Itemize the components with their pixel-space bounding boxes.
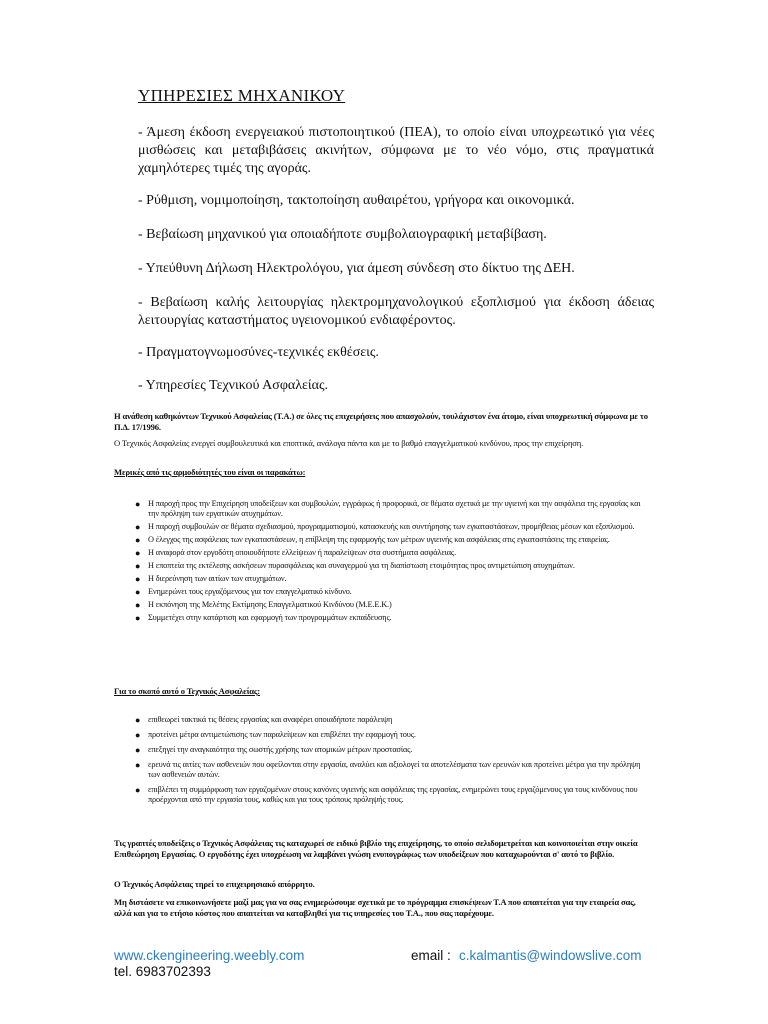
- closing-logbook: Τις γραπτές υποδείξεις ο Τεχνικός Ασφάλειας τις καταχωρεί σε ειδικό βιβλίο της επιχείρησης, το οποίο σελιδομετρείται και κοινοποιείται στην οικεία Επιθεώρηση Εργασίας. Ο εργοδότης έχει υποχρέωση να λαμβάνει γνώση ενυπογράφως των υποδείξεων που καταχωρούνται σ' αυτό το βιβλίο.: [114, 838, 638, 859]
- list-item: ● ερευνά τις αιτίες των ασθενειών που οφείλονται στην εργασία, αναλύει και αξιολογεί τα αποτελέσματα των ερευνών και προτείνει μέτρα για την πρόληψη των ασθενειών αυτών.: [135, 760, 641, 779]
- bullet-icon: ●: [135, 574, 141, 584]
- bullet-icon: ●: [135, 561, 141, 571]
- service-item-electrician-declaration: - Υπεύθυνη Δήλωση Ηλεκτρολόγου, για άμεση σύνδεση στο δίκτυο της ΔΕΗ.: [138, 261, 575, 276]
- service-item-expert-reports: - Πραγματογνωμοσύνες-τεχνικές εκθέσεις.: [138, 345, 379, 360]
- service-item-engineer-certificate: - Βεβαίωση μηχανικού για οποιαδήποτε συμβολαιογραφική μεταβίβαση.: [138, 227, 547, 242]
- list-item: ● Η παροχή προς την Επιχείρηση υποδείξεων και συμβουλών, εγγράφως ή προφορικά, σε θέματα σχετικά με την υγιεινή και την ασφάλεια της εργασίας και την πρόληψη των εργατικών ατυχημάτων.: [135, 499, 641, 518]
- bullet-icon: ●: [135, 587, 141, 597]
- bullet-icon: ●: [135, 535, 141, 545]
- purpose-list: [114, 715, 648, 805]
- list-item: ● επεξηγεί την αναγκαιότητα της σωστής χρήσης των ατομικών μέτρων προστασίας.: [135, 745, 413, 755]
- website-link[interactable]: www.ckengineering.weebly.com: [114, 948, 305, 963]
- service-item-legalization: - Ρύθμιση, νομιμοποίηση, τακτοποίηση αυθαιρέτου, γρήγορα και οικονομικά.: [138, 193, 575, 208]
- closing-confidentiality: Ο Τεχνικός Ασφάλειας τηρεί το επιχειρησιακό απόρρητο.: [114, 879, 315, 889]
- list-item: ● Η παροχή συμβουλών σε θέματα σχεδιασμού, προγραμματισμού, κατασκευής και συντήρησης των εγκαταστάσεων, προμήθειας μέσων και εξοπλισμού.: [135, 522, 635, 532]
- list-item: ● Η εποπτεία της εκτέλεσης ασκήσεων πυρασφάλειας και συναγερμού για τη διαπίστωση ετοιμότητας προς αντιμετώπιση ατυχημάτων.: [135, 561, 575, 571]
- purpose-heading: Για το σκοπό αυτό ο Τεχνικός Ασφαλείας:: [114, 686, 261, 696]
- closing-contact: Μη διστάσετε να επικοινωνήσετε μαζί μας για να σας ενημερώσουμε σχετικά με το πρόγραμμα επισκέψεων Τ.Α που απαιτείται για την εταιρεία σας, αλλά και για το ετήσιο κόστος που απαιτείται να καταβληθεί για τις υπηρεσίες του Τ.Α., που σας παρέχουμε.: [114, 897, 636, 918]
- bullet-icon: ●: [135, 745, 141, 755]
- service-item-safety-services: - Υπηρεσίες Τεχνικού Ασφαλείας.: [138, 378, 329, 393]
- safety-role: Ο Τεχνικός Ασφαλείας ενεργεί συμβουλευτικά και εποπτικά, ανάλογα πάντα και με το βαθμό επαγγελματικού κινδύνου, προς την επιχείρηση.: [114, 438, 584, 448]
- bullet-icon: ●: [135, 548, 141, 558]
- duties-heading: Μερικές από τις αρμοδιότητές του είναι οι παρακάτω:: [114, 467, 306, 477]
- email-link[interactable]: c.kalmantis@windowslive.com: [459, 948, 642, 963]
- safety-intro: Η ανάθεση καθηκόντων Τεχνικού Ασφαλείας (Τ.Α.) σε όλες τις επιχειρήσεις που απασχολούν, τουλάχιστον ένα άτομο, είναι υποχρεωτική σύμφωνα με το Π.Δ. 17/1996.: [114, 411, 648, 432]
- bullet-icon: ●: [135, 730, 141, 740]
- service-item-equipment-certificate: - Βεβαίωση καλής λειτουργίας ηλεκτρομηχανολογικού εξοπλισμού για έκδοση άδειας λειτουργίας καταστήματος υγειονομικού ενδιαφέροντος.: [138, 295, 654, 328]
- list-item: ● Η διερεύνηση των αιτίων των ατυχημάτων.: [135, 574, 287, 584]
- bullet-icon: ●: [135, 715, 141, 725]
- list-item: ● προτείνει μέτρα αντιμετώπισης των παραλείψεων και επιβλέπει την εφαρμογή τους.: [135, 730, 416, 740]
- list-item: ● Η αναφορά στον εργοδότη οποιουδήποτε ελλείψεων ή παραλείψεων στα συστήματα ασφάλειας.: [135, 548, 456, 558]
- bullet-icon: ●: [135, 613, 141, 623]
- page-title: ΥΠΗΡΕΣΙΕΣ ΜΗΧΑΝΙΚΟΥ: [138, 86, 346, 105]
- service-item-energy-certificate: - Άμεση έκδοση ενεργειακού πιστοποιητικού (ΠΕΑ), το οποίο είναι υποχρεωτικό για νέες μισθώσεις και μεταβιβάσεις ακινήτων, σύμφωνα με το νέο νόμο, στις πραγματικά χαμηλότερες τιμές της αγοράς.: [138, 125, 654, 176]
- bullet-icon: ●: [135, 600, 141, 610]
- list-item: ● Ενημερώνει τους εργαζόμενους για τον επαγγελματικό κίνδυνο.: [135, 587, 352, 597]
- bullet-icon: ●: [135, 522, 141, 532]
- list-item: ● επιθεωρεί τακτικά τις θέσεις εργασίας και αναφέρει οποιαδήποτε παράλειψη: [135, 715, 393, 725]
- email-label: email :: [411, 948, 451, 963]
- list-item: ● Η εκπόνηση της Μελέτης Εκτίμησης Επαγγελματικού Κινδύνου (Μ.Ε.Ε.Κ.): [135, 600, 392, 610]
- duties-list: [114, 499, 648, 623]
- bullet-icon: ●: [135, 760, 141, 770]
- list-item: ● επιβλέπει τη συμμόρφωση των εργαζομένων στους κανόνες υγιεινής και ασφάλειας της εργασίας, ενημερώνει τους εργαζόμενους για τους κινδύνους που προέρχονται από την εργασία τους, καθώς και για τους τρόπους πρόληψής τους.: [135, 785, 638, 804]
- list-item: ● Συμμετέχει στην κατάρτιση και εφαρμογή των προγραμμάτων εκπαίδευσης.: [135, 613, 392, 623]
- list-item: ● Ο έλεγχος της ασφάλειας των εγκαταστάσεων, η επίβλεψη της εφαρμογής των μέτρων υγιεινής και ασφάλειας στις εγκαταστάσεις της εταιρείας.: [135, 535, 610, 545]
- bullet-icon: ●: [135, 499, 141, 509]
- bullet-icon: ●: [135, 785, 141, 795]
- phone-number: tel. 6983702393: [114, 964, 211, 979]
